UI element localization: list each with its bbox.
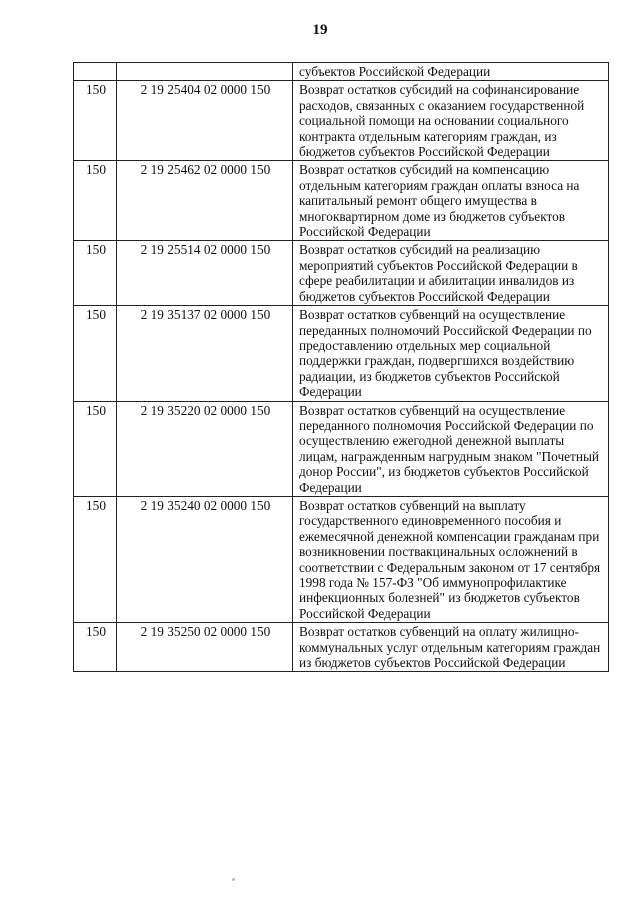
table-row	[74, 496, 609, 622]
revenue-name-cell: Возврат остатков субвенций на осуществление переданных полномочий Российской Федерации по предоставлению отдельных мер социальной поддержки граждан, подвергшихся воздействию радиации, из бюджетов субъектов Российской Федерации	[293, 306, 609, 401]
revenue-name-cell: Возврат остатков субвенций на выплату государственного единовременного пособия и ежемесячной денежной компенсации гражданам при возникновении поствакцинальных осложнений в соответствии с Федеральным законом от 17 сентября 1998 года № 157-ФЗ "Об иммунопрофилактике инфекционных болезней" из бюджетов субъектов Российской Федерации	[293, 496, 609, 622]
table-row	[74, 81, 609, 161]
table-row	[74, 241, 609, 306]
page-number: 19	[312, 22, 328, 38]
table-row	[74, 161, 609, 241]
admin-code-cell: 150	[74, 306, 117, 401]
kbk-code-cell: 2 19 35137 02 0000 150	[117, 306, 293, 401]
kbk-code-cell: 2 19 25514 02 0000 150	[117, 241, 293, 306]
admin-code-cell: 150	[74, 623, 117, 672]
admin-code-cell	[74, 63, 117, 81]
table-row	[74, 623, 609, 672]
revenue-name-cell: Возврат остатков субвенций на оплату жилищно-коммунальных услуг отдельным категориям граждан из бюджетов субъектов Российской Федерации	[293, 623, 609, 672]
revenue-name-cell: Возврат остатков субсидий на реализацию мероприятий субъектов Российской Федерации в сфере реабилитации и абилитации инвалидов из бюджетов субъектов Российской Федерации	[293, 241, 609, 306]
revenue-name-cell: Возврат остатков субсидий на компенсацию отдельным категориям граждан оплаты взноса на капитальный ремонт общего имущества в многоквартирном доме из бюджетов субъектов Российской Федерации	[293, 161, 609, 241]
admin-code-cell: 150	[74, 401, 117, 496]
scan-speck	[232, 878, 235, 881]
table-row	[74, 401, 609, 496]
budget-classification-table	[73, 62, 609, 672]
admin-code-cell: 150	[74, 241, 117, 306]
revenue-name-cell: Возврат остатков субсидий на софинансирование расходов, связанных с оказанием государственной социальной помощи на основании социального контракта отдельным категориям граждан, из бюджетов субъектов Российской Федерации	[293, 81, 609, 161]
kbk-code-cell: 2 19 35240 02 0000 150	[117, 496, 293, 622]
kbk-code-cell: 2 19 35220 02 0000 150	[117, 401, 293, 496]
table-row	[74, 63, 609, 81]
kbk-code-cell: 2 19 25462 02 0000 150	[117, 161, 293, 241]
revenue-name-cell: субъектов Российской Федерации	[293, 63, 609, 81]
revenue-name-cell: Возврат остатков субвенций на осуществление переданного полномочия Российской Федерации по осуществлению ежегодной денежной выплаты лицам, награжденным нагрудным знаком "Почетный донор России", из бюджетов субъектов Российской Федерации	[293, 401, 609, 496]
admin-code-cell: 150	[74, 161, 117, 241]
table-row	[74, 306, 609, 401]
kbk-code-cell: 2 19 25404 02 0000 150	[117, 81, 293, 161]
kbk-code-cell: 2 19 35250 02 0000 150	[117, 623, 293, 672]
admin-code-cell: 150	[74, 496, 117, 622]
admin-code-cell: 150	[74, 81, 117, 161]
kbk-code-cell	[117, 63, 293, 81]
